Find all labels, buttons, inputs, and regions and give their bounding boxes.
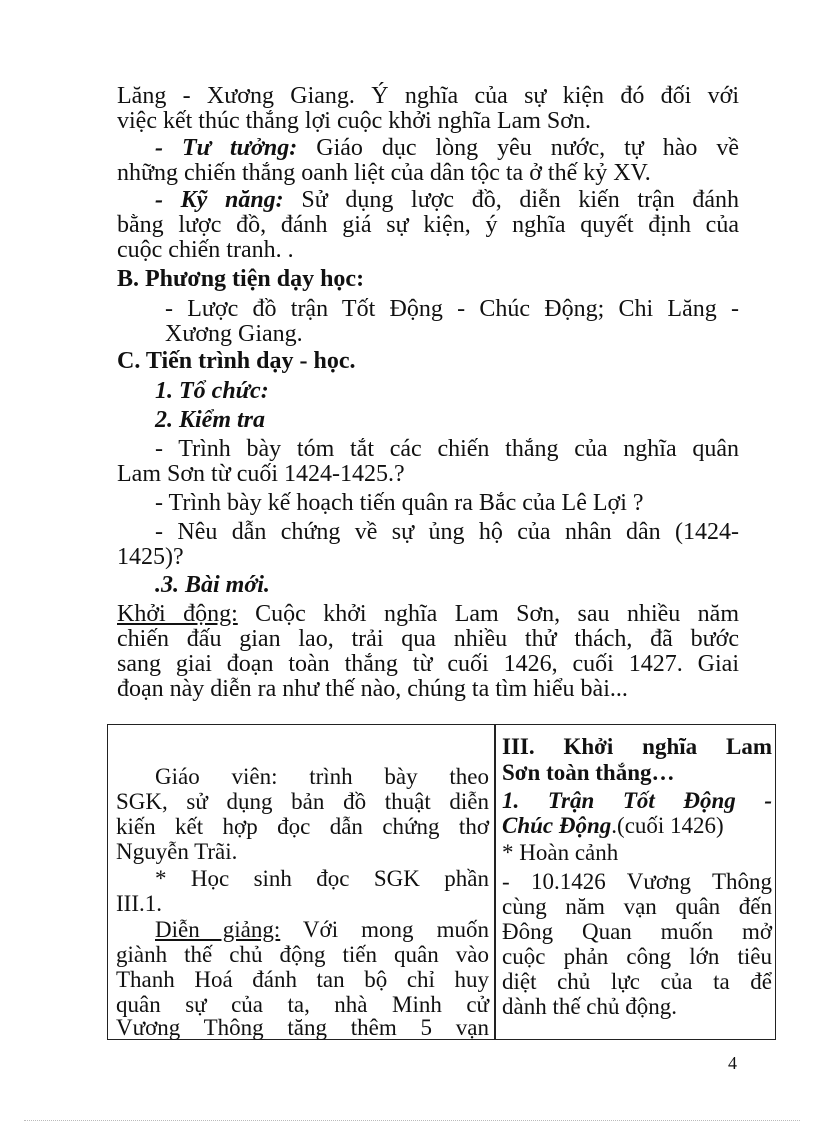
- right-b-line-4: cuộc phản công lớn tiêu: [502, 944, 772, 969]
- right-b-line-6: dành thế chủ động.: [502, 994, 678, 1019]
- kynang-text: Sử dụng lược đồ, diễn kiến trận đánh: [301, 187, 740, 213]
- kynang-label: - Kỹ năng:: [155, 187, 284, 213]
- left-p1-line-1: Giáo viên: trình bày theo: [155, 764, 489, 789]
- khoidong-line-3: sang giai đoạn toàn thắng từ cuối 1426, cuối 1427. Giai: [117, 651, 739, 677]
- left-p3-line-1: [155, 917, 489, 942]
- item-1-heading: 1. Tổ chức:: [155, 378, 269, 404]
- chuc-dong-label: Chúc Động: [502, 813, 612, 838]
- section-c-heading: C. Tiến trình dạy - học.: [117, 348, 356, 374]
- left-p3-line-5: Vương Thông tăng thêm 5 vạn: [116, 1015, 489, 1040]
- left-p1-line-3: kiến kết hợp đọc dẫn chứng thơ: [116, 814, 489, 839]
- right-heading-line-1: III. Khởi nghĩa Lam: [502, 734, 772, 759]
- page-number: 4: [728, 1053, 737, 1073]
- item-2-heading: 2. Kiểm tra: [155, 407, 266, 433]
- right-b-line-1: - 10.1426 Vương Thông: [502, 869, 772, 894]
- question-3-line-1: - Nêu dẫn chứng về sự ủng hộ của nhân dân (1424-: [155, 519, 739, 545]
- question-1-line-2: Lam Sơn từ cuối 1424-1425.?: [117, 461, 405, 487]
- right-b-line-2: cùng năm vạn quân đến: [502, 894, 772, 919]
- question-3-line-2: 1425)?: [117, 544, 184, 570]
- item-3-heading: .3. Bài mới.: [155, 572, 270, 598]
- chuc-dong-date: .(cuối 1426): [611, 813, 724, 838]
- kynang-line-3: cuộc chiến tranh. .: [117, 237, 294, 263]
- left-p1-line-4: Nguyễn Trãi.: [116, 839, 238, 864]
- right-b-line-3: Đông Quan muốn mở: [502, 919, 772, 944]
- table-column-divider: [494, 724, 496, 1040]
- section-b-heading: B. Phương tiện dạy học:: [117, 266, 365, 292]
- left-p2-line-1: * Học sinh đọc SGK phần: [155, 866, 489, 891]
- intro-line-1: Lăng - Xương Giang. Ý nghĩa của sự kiện đó đối với: [117, 83, 739, 109]
- left-p2-line-2: III.1.: [116, 891, 162, 916]
- intro-line-2: việc kết thúc thắng lợi cuộc khởi nghĩa Lam Sơn.: [117, 108, 591, 134]
- footer-rule: [24, 1120, 800, 1121]
- left-p3-line-3: Thanh Hoá đánh tan bộ chỉ huy: [116, 967, 489, 992]
- section-b-line-1: - Lược đồ trận Tốt Động - Chúc Động; Chi Lăng -: [165, 296, 739, 322]
- khoidong-label: Khởi động:: [117, 601, 238, 627]
- kynang-line-2: bằng lược đồ, đánh giá sự kiện, ý nghĩa quyết định của: [117, 212, 739, 238]
- question-2: - Trình bày kế hoạch tiến quân ra Bắc của Lê Lợi ?: [155, 490, 644, 516]
- right-heading-line-2: Sơn toàn thắng…: [502, 760, 675, 785]
- tutuong-text: Giáo dục lòng yêu nước, tự hào về: [316, 135, 740, 161]
- section-b-line-2: Xương Giang.: [165, 321, 303, 347]
- khoidong-text: Cuộc khởi nghĩa Lam Sơn, sau nhiều năm: [255, 601, 739, 627]
- left-p3-line-2: giành thế chủ động tiến quân vào: [116, 942, 489, 967]
- kynang-paragraph: [155, 187, 739, 213]
- right-b-line-5: diệt chủ lực của ta để: [502, 969, 772, 994]
- question-1-line-1: - Trình bày tóm tắt các chiến thắng của nghĩa quân: [155, 436, 739, 462]
- khoidong-paragraph: [117, 601, 739, 627]
- left-p3-line-4: quân sự của ta, nhà Minh cử: [116, 992, 489, 1017]
- tutuong-line-2: những chiến thắng oanh liệt của dân tộc ta ở thế kỷ XV.: [117, 160, 651, 186]
- khoidong-line-4: đoạn này diễn ra như thế nào, chúng ta tìm hiểu bài...: [117, 676, 628, 702]
- khoidong-line-2: chiến đấu gian lao, trải qua nhiều thử thách, đã bước: [117, 626, 739, 652]
- diengiang-text: Với mong muốn: [302, 917, 489, 942]
- right-sub-line-1: 1. Trận Tốt Động -: [502, 788, 772, 813]
- right-hoancanh: * Hoàn cảnh: [502, 840, 619, 865]
- tutuong-paragraph: [155, 135, 739, 161]
- right-sub-line-2: [502, 813, 724, 838]
- tutuong-label: - Tư tưởng:: [155, 135, 298, 161]
- left-p1-line-2: SGK, sử dụng bản đồ thuật diễn: [116, 789, 489, 814]
- diengiang-label: Diễn giảng:: [155, 917, 281, 942]
